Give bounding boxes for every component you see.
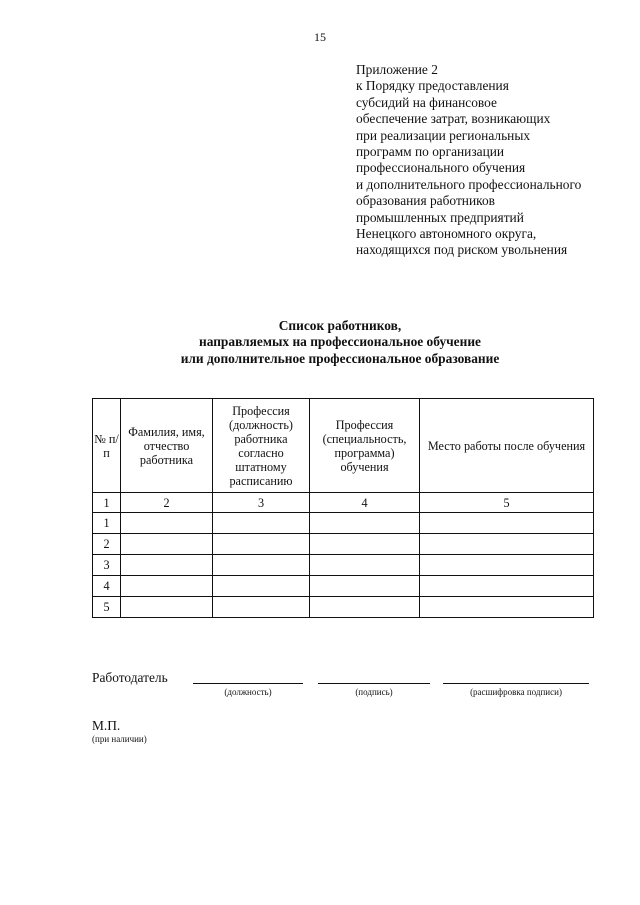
table-row (93, 576, 594, 597)
cell-name (121, 555, 213, 576)
header-full-name: Фамилия, имя, отчество работника (121, 399, 213, 493)
cell-position (213, 513, 310, 534)
cell-position (213, 555, 310, 576)
appendix-line: к Порядку предоставления (356, 78, 509, 94)
signature-line (318, 683, 430, 684)
table-row (93, 534, 594, 555)
cell-position (213, 576, 310, 597)
cell-workplace (420, 576, 594, 597)
position-signature-line (193, 683, 303, 684)
cell-workplace (420, 534, 594, 555)
appendix-line: промышленных предприятий (356, 209, 524, 225)
appendix-line: Приложение 2 (356, 62, 438, 77)
signature-caption: (подпись) (355, 687, 393, 697)
cell-training (310, 597, 420, 618)
cell-position (213, 534, 310, 555)
title-line: Список работников, (278, 318, 402, 333)
column-numbers-row (93, 493, 594, 513)
decoding-caption: (расшифровка подписи) (470, 687, 562, 697)
title-line: или дополнительное профессиональное образование (180, 350, 500, 366)
appendix-line: при реализации региональных (356, 127, 531, 143)
appendix-header (356, 62, 626, 259)
row-number: 2 (93, 534, 121, 555)
stamp-note: (при наличии) (92, 734, 147, 744)
appendix-line: программ по организации (356, 144, 505, 160)
stamp-label: М.П. (92, 718, 121, 733)
table-header-row (93, 399, 594, 493)
table-row (93, 555, 594, 576)
cell-name (121, 513, 213, 534)
cell-training (310, 534, 420, 555)
column-number: 4 (310, 493, 420, 513)
cell-name (121, 576, 213, 597)
column-number: 3 (213, 493, 310, 513)
row-number: 3 (93, 555, 121, 576)
header-number: № п/п (93, 399, 121, 493)
document-title (0, 318, 640, 367)
header-workplace: Место работы после обучения (420, 399, 594, 493)
row-number: 5 (93, 597, 121, 618)
column-number: 5 (420, 493, 594, 513)
cell-workplace (420, 513, 594, 534)
cell-workplace (420, 597, 594, 618)
row-number: 4 (93, 576, 121, 597)
appendix-line: и дополнительного профессионального (356, 176, 582, 192)
cell-training (310, 576, 420, 597)
column-number: 1 (93, 493, 121, 513)
appendix-line: образования работников (356, 193, 495, 209)
cell-training (310, 513, 420, 534)
header-training: Профессия (специальность, программа) обучения (310, 399, 420, 493)
header-position: Профессия (должность) работника согласно штатному расписанию (213, 399, 310, 493)
table-row (93, 513, 594, 534)
workers-table (92, 398, 594, 618)
appendix-line: субсидий на финансовое (356, 94, 497, 110)
cell-training (310, 555, 420, 576)
employer-label: Работодатель (92, 670, 168, 685)
appendix-line: профессионального обучения (356, 160, 526, 176)
table-row (93, 597, 594, 618)
row-number: 1 (93, 513, 121, 534)
appendix-line: Ненецкого автономного округа, (356, 226, 537, 242)
cell-workplace (420, 555, 594, 576)
title-line: направляемых на профессиональное обучение (198, 334, 482, 350)
appendix-line: находящихся под риском увольнения (356, 242, 568, 258)
cell-position (213, 597, 310, 618)
cell-name (121, 597, 213, 618)
decoding-signature-line (443, 683, 589, 684)
position-caption: (должность) (224, 687, 272, 697)
appendix-line: обеспечение затрат, возникающих (356, 111, 551, 127)
page-number: 15 (314, 30, 326, 44)
cell-name (121, 534, 213, 555)
column-number: 2 (121, 493, 213, 513)
